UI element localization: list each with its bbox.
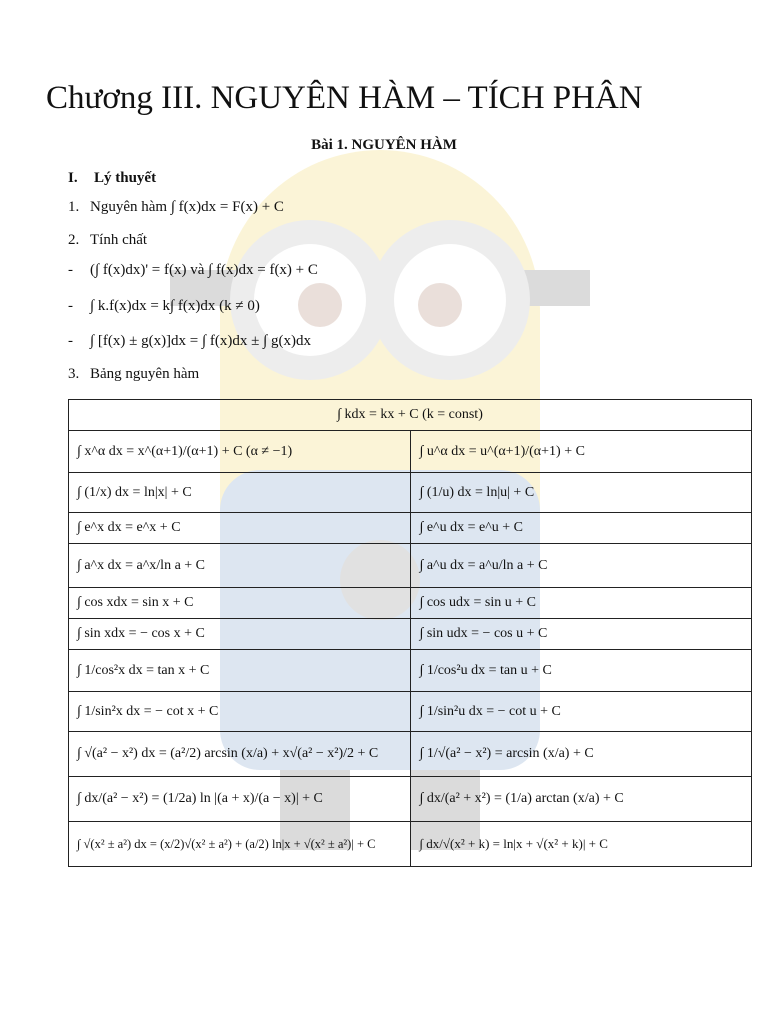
formula-left: ∫ cos xdx = sin x + C [69, 588, 411, 619]
formula-right: ∫ 1/√(a² − x²) = arcsin (x/a) + C [411, 732, 752, 777]
formula-left: ∫ sin xdx = − cos x + C [69, 619, 411, 650]
formula-right: ∫ u^α dx = u^(α+1)/(α+1) + C [411, 431, 752, 473]
lesson-title: Bài 1. NGUYÊN HÀM [311, 137, 457, 153]
formula-right: ∫ sin udx = − cos u + C [411, 619, 752, 650]
section-number: I. [68, 170, 78, 186]
formula-left: ∫ x^α dx = x^(α+1)/(α+1) + C (α ≠ −1) [69, 431, 411, 473]
item-bullet: - [68, 298, 73, 314]
item-bullet: - [68, 262, 73, 278]
formula-right: ∫ dx/(a² + x²) = (1/a) arctan (x/a) + C [411, 777, 752, 822]
item-table-title [68, 366, 199, 383]
formula-left: ∫ √(x² ± a²) dx = (x/2)√(x² ± a²) + (a/2) ln|x + √(x² ± a²)| + C [69, 822, 411, 867]
item-number: 1. [68, 199, 80, 215]
formula-left: ∫ √(a² − x²) dx = (a²/2) arcsin (x/a) + x√(a² − x²)/2 + C [69, 732, 411, 777]
section-heading [68, 170, 156, 187]
formula-right: ∫ a^u dx = a^u/ln a + C [411, 544, 752, 588]
antiderivative-table [68, 399, 752, 867]
property-sum [68, 333, 311, 350]
item-text: Tính chất [90, 232, 148, 248]
formula-left: ∫ e^x dx = e^x + C [69, 513, 411, 544]
formula-right: ∫ dx/√(x² + k) = ln|x + √(x² + k)| + C [411, 822, 752, 867]
item-text: Bảng nguyên hàm [90, 366, 200, 382]
formula-left: ∫ dx/(a² − x²) = (1/2a) ln |(a + x)/(a − x)| + C [69, 777, 411, 822]
item-text: ∫ [f(x) ± g(x)]dx = ∫ f(x)dx ± ∫ g(x)dx [90, 333, 311, 349]
item-number: 2. [68, 232, 80, 248]
item-number: 3. [68, 366, 80, 382]
chapter-title: Chương III. NGUYÊN HÀM – TÍCH PHÂN [46, 80, 643, 116]
formula-left: ∫ 1/cos²x dx = tan x + C [69, 650, 411, 692]
formula-left: ∫ (1/x) dx = ln|x| + C [69, 473, 411, 513]
table-header-formula: ∫ kdx = kx + C (k = const) [69, 400, 752, 431]
formula-right: ∫ cos udx = sin u + C [411, 588, 752, 619]
item-properties [68, 232, 147, 249]
formula-left: ∫ a^x dx = a^x/ln a + C [69, 544, 411, 588]
formula-right: ∫ 1/sin²u dx = − cot u + C [411, 692, 752, 732]
formula-left: ∫ 1/sin²x dx = − cot x + C [69, 692, 411, 732]
item-definition [68, 199, 284, 216]
property-constant [68, 298, 260, 315]
section-title: Lý thuyết [94, 170, 157, 186]
formula-right: ∫ e^u dx = e^u + C [411, 513, 752, 544]
item-text: Nguyên hàm ∫ f(x)dx = F(x) + C [90, 199, 284, 215]
item-text: ∫ k.f(x)dx = k∫ f(x)dx (k ≠ 0) [90, 298, 260, 314]
item-text: (∫ f(x)dx)' = f(x) và ∫ f(x)dx = f(x) + C [90, 262, 318, 278]
property-derivative [68, 262, 318, 279]
item-bullet: - [68, 333, 73, 349]
formula-right: ∫ 1/cos²u dx = tan u + C [411, 650, 752, 692]
formula-right: ∫ (1/u) dx = ln|u| + C [411, 473, 752, 513]
